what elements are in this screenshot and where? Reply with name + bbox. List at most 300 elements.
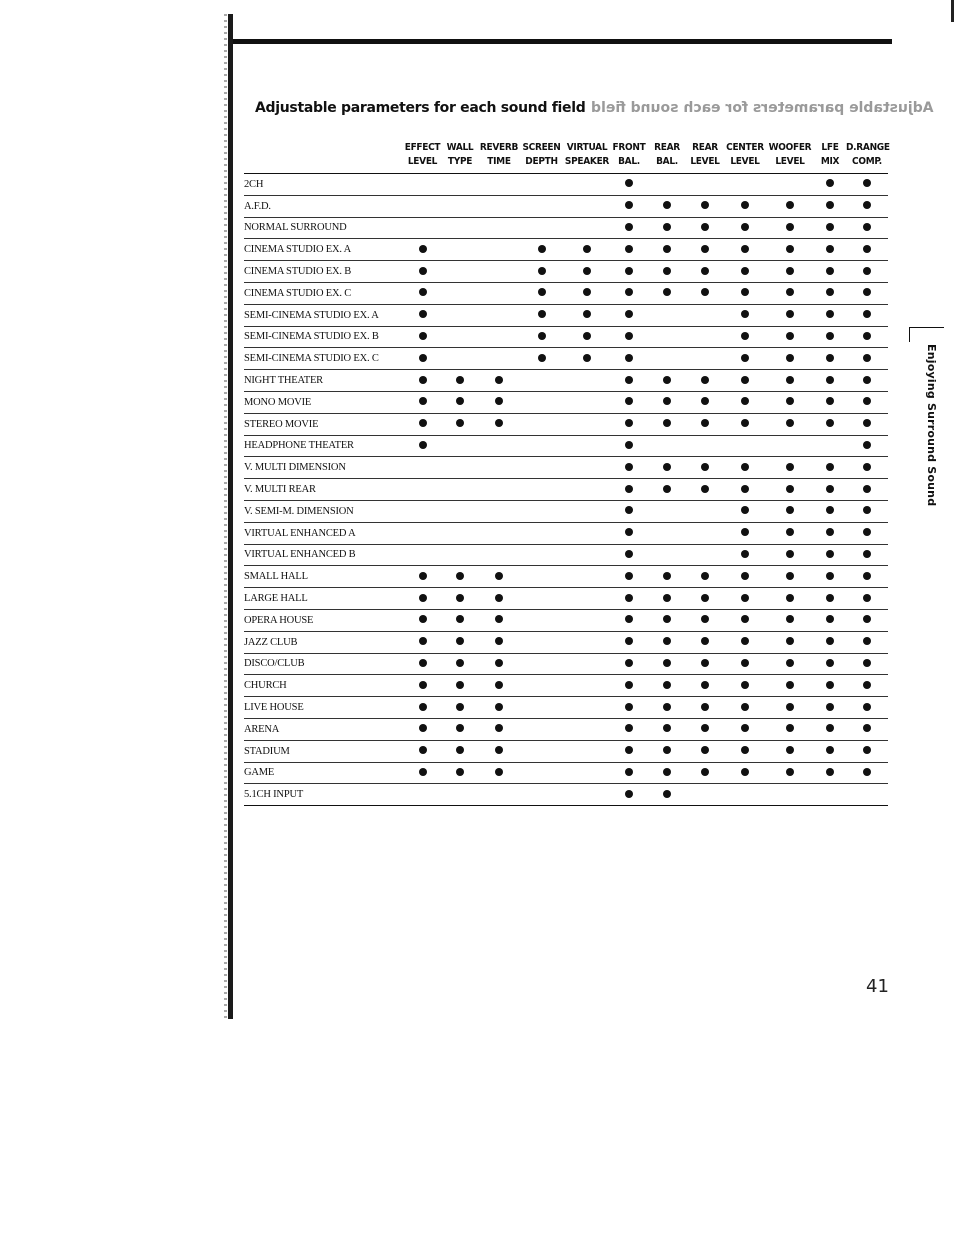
filled-circle-icon <box>863 288 871 296</box>
filled-circle-icon <box>701 201 709 209</box>
table-cell <box>686 239 724 261</box>
table-cell <box>564 544 610 566</box>
table-cell <box>610 457 648 479</box>
filled-circle-icon <box>786 659 794 667</box>
column-header <box>564 138 610 174</box>
filled-circle-icon <box>456 703 464 711</box>
table-cell <box>404 588 441 610</box>
table-cell <box>441 697 479 719</box>
table-cell <box>766 174 814 196</box>
filled-circle-icon <box>419 376 427 384</box>
filled-circle-icon <box>826 746 834 754</box>
table-cell <box>724 348 766 370</box>
table-cell <box>519 457 564 479</box>
table-cell <box>724 326 766 348</box>
filled-circle-icon <box>538 288 546 296</box>
table-cell <box>441 609 479 631</box>
table-cell <box>766 282 814 304</box>
table-cell <box>479 588 519 610</box>
table-cell <box>479 544 519 566</box>
table-cell <box>404 174 441 196</box>
table-row <box>244 697 888 719</box>
table-cell <box>519 239 564 261</box>
filled-circle-icon <box>863 376 871 384</box>
table-cell <box>479 239 519 261</box>
table-cell <box>564 740 610 762</box>
filled-circle-icon <box>786 550 794 558</box>
filled-circle-icon <box>538 332 546 340</box>
header-blank <box>244 138 404 174</box>
table-cell <box>766 544 814 566</box>
table-cell <box>648 261 686 283</box>
table-cell <box>404 566 441 588</box>
column-header-line2: LEVEL <box>407 156 438 167</box>
filled-circle-icon <box>741 528 749 536</box>
table-cell <box>479 174 519 196</box>
table-cell <box>686 435 724 457</box>
column-header <box>814 138 846 174</box>
column-header-line1: EFFECT <box>404 142 441 153</box>
filled-circle-icon <box>625 615 633 623</box>
table-cell <box>441 457 479 479</box>
table-cell <box>441 282 479 304</box>
sound-field-name: CINEMA STUDIO EX. B <box>244 261 404 283</box>
table-cell <box>686 675 724 697</box>
sound-field-name: LARGE HALL <box>244 588 404 610</box>
filled-circle-icon <box>625 463 633 471</box>
table-cell <box>686 304 724 326</box>
table-cell <box>686 348 724 370</box>
table-cell <box>766 304 814 326</box>
filled-circle-icon <box>741 659 749 667</box>
column-header <box>404 138 441 174</box>
filled-circle-icon <box>863 397 871 405</box>
filled-circle-icon <box>495 615 503 623</box>
table-cell <box>814 718 846 740</box>
filled-circle-icon <box>741 267 749 275</box>
table-cell <box>519 697 564 719</box>
column-header <box>766 138 814 174</box>
table-row <box>244 784 888 806</box>
filled-circle-icon <box>701 376 709 384</box>
table-cell <box>564 697 610 719</box>
section-title-text: Adjustable parameters for each sound field <box>255 100 586 116</box>
table-cell <box>846 522 888 544</box>
table-cell <box>564 718 610 740</box>
filled-circle-icon <box>786 267 794 275</box>
table-cell <box>479 304 519 326</box>
table-cell <box>846 282 888 304</box>
table-cell <box>610 370 648 392</box>
table-cell <box>404 195 441 217</box>
table-cell <box>648 544 686 566</box>
table-cell <box>479 522 519 544</box>
table-cell <box>564 588 610 610</box>
filled-circle-icon <box>741 288 749 296</box>
filled-circle-icon <box>456 594 464 602</box>
table-cell <box>648 631 686 653</box>
table-cell <box>610 479 648 501</box>
table-cell <box>814 195 846 217</box>
table-cell <box>441 566 479 588</box>
filled-circle-icon <box>826 681 834 689</box>
table-row <box>244 370 888 392</box>
table-cell <box>814 261 846 283</box>
filled-circle-icon <box>701 397 709 405</box>
table-cell <box>814 588 846 610</box>
filled-circle-icon <box>741 354 749 362</box>
table-cell <box>519 653 564 675</box>
table-cell <box>479 282 519 304</box>
table-cell <box>479 718 519 740</box>
table-cell <box>846 239 888 261</box>
table-cell <box>564 370 610 392</box>
table-cell <box>610 217 648 239</box>
filled-circle-icon <box>419 288 427 296</box>
filled-circle-icon <box>625 223 633 231</box>
filled-circle-icon <box>863 441 871 449</box>
table-cell <box>814 479 846 501</box>
filled-circle-icon <box>663 245 671 253</box>
filled-circle-icon <box>495 703 503 711</box>
table-cell <box>814 740 846 762</box>
filled-circle-icon <box>625 267 633 275</box>
filled-circle-icon <box>625 310 633 318</box>
filled-circle-icon <box>538 245 546 253</box>
table-cell <box>519 544 564 566</box>
column-header-line2: SPEAKER <box>564 156 610 167</box>
filled-circle-icon <box>826 528 834 536</box>
page-binding-edge <box>228 14 233 1019</box>
table-cell <box>610 261 648 283</box>
table-cell <box>564 784 610 806</box>
sound-field-name: ARENA <box>244 718 404 740</box>
table-cell <box>404 544 441 566</box>
table-cell <box>686 522 724 544</box>
table-row <box>244 631 888 653</box>
filled-circle-icon <box>583 288 591 296</box>
sound-field-name: NORMAL SURROUND <box>244 217 404 239</box>
table-cell <box>686 370 724 392</box>
filled-circle-icon <box>456 637 464 645</box>
filled-circle-icon <box>456 397 464 405</box>
table-cell <box>648 675 686 697</box>
table-cell <box>441 500 479 522</box>
sound-field-name: HEADPHONE THEATER <box>244 435 404 457</box>
table-cell <box>724 566 766 588</box>
filled-circle-icon <box>786 354 794 362</box>
table-cell <box>766 653 814 675</box>
table-row <box>244 282 888 304</box>
table-cell <box>610 413 648 435</box>
table-cell <box>564 195 610 217</box>
table-row <box>244 348 888 370</box>
table-cell <box>519 784 564 806</box>
table-cell <box>479 609 519 631</box>
table-cell <box>519 326 564 348</box>
filled-circle-icon <box>786 288 794 296</box>
table-cell <box>519 631 564 653</box>
sound-field-name: 5.1CH INPUT <box>244 784 404 806</box>
table-cell <box>724 784 766 806</box>
filled-circle-icon <box>701 724 709 732</box>
table-cell <box>648 304 686 326</box>
filled-circle-icon <box>863 703 871 711</box>
table-row <box>244 174 888 196</box>
table-cell <box>479 391 519 413</box>
table-cell <box>686 479 724 501</box>
column-header-line1: FRONT <box>612 142 646 153</box>
filled-circle-icon <box>663 681 671 689</box>
table-cell <box>814 609 846 631</box>
filled-circle-icon <box>419 419 427 427</box>
column-header-line2: BAL. <box>618 156 640 167</box>
column-header-line1: REAR <box>654 142 680 153</box>
filled-circle-icon <box>625 179 633 187</box>
filled-circle-icon <box>863 659 871 667</box>
column-header <box>479 138 519 174</box>
filled-circle-icon <box>625 288 633 296</box>
table-cell <box>846 391 888 413</box>
table-cell <box>846 261 888 283</box>
filled-circle-icon <box>741 724 749 732</box>
filled-circle-icon <box>625 354 633 362</box>
table-cell <box>814 675 846 697</box>
table-cell <box>686 195 724 217</box>
table-cell <box>404 522 441 544</box>
table-cell <box>846 740 888 762</box>
table-cell <box>814 544 846 566</box>
sound-field-name: OPERA HOUSE <box>244 609 404 631</box>
filled-circle-icon <box>625 485 633 493</box>
table-cell <box>564 653 610 675</box>
filled-circle-icon <box>786 703 794 711</box>
table-cell <box>648 500 686 522</box>
table-cell <box>846 304 888 326</box>
column-header <box>648 138 686 174</box>
filled-circle-icon <box>826 703 834 711</box>
table-cell <box>441 522 479 544</box>
filled-circle-icon <box>786 528 794 536</box>
table-cell <box>519 348 564 370</box>
table-cell <box>846 718 888 740</box>
table-cell <box>610 391 648 413</box>
filled-circle-icon <box>625 441 633 449</box>
filled-circle-icon <box>826 768 834 776</box>
filled-circle-icon <box>419 267 427 275</box>
sound-field-name: V. MULTI DIMENSION <box>244 457 404 479</box>
table-cell <box>648 784 686 806</box>
table-cell <box>766 326 814 348</box>
table-cell <box>404 609 441 631</box>
filled-circle-icon <box>419 332 427 340</box>
filled-circle-icon <box>538 354 546 362</box>
table-cell <box>404 413 441 435</box>
filled-circle-icon <box>701 572 709 580</box>
filled-circle-icon <box>456 659 464 667</box>
table-cell <box>519 261 564 283</box>
filled-circle-icon <box>625 790 633 798</box>
table-cell <box>479 784 519 806</box>
filled-circle-icon <box>625 637 633 645</box>
table-cell <box>519 522 564 544</box>
table-cell <box>686 609 724 631</box>
filled-circle-icon <box>456 746 464 754</box>
table-cell <box>610 174 648 196</box>
filled-circle-icon <box>826 594 834 602</box>
table-cell <box>814 370 846 392</box>
table-row <box>244 740 888 762</box>
table-cell <box>814 304 846 326</box>
table-cell <box>519 675 564 697</box>
column-header <box>724 138 766 174</box>
table-cell <box>766 762 814 784</box>
table-row <box>244 762 888 784</box>
table-cell <box>610 740 648 762</box>
table-cell <box>686 631 724 653</box>
table-cell <box>479 413 519 435</box>
table-cell <box>479 566 519 588</box>
table-cell <box>564 762 610 784</box>
table-cell <box>686 762 724 784</box>
filled-circle-icon <box>826 463 834 471</box>
table-cell <box>648 609 686 631</box>
table-cell <box>648 435 686 457</box>
table-cell <box>766 217 814 239</box>
table-cell <box>564 174 610 196</box>
filled-circle-icon <box>701 223 709 231</box>
table-cell <box>846 326 888 348</box>
table-cell <box>766 479 814 501</box>
table-cell <box>766 370 814 392</box>
sound-field-name: DISCO/CLUB <box>244 653 404 675</box>
table-cell <box>724 391 766 413</box>
table-cell <box>724 261 766 283</box>
filled-circle-icon <box>786 594 794 602</box>
table-cell <box>846 784 888 806</box>
table-cell <box>479 675 519 697</box>
table-cell <box>479 457 519 479</box>
column-header-line2: TIME <box>487 156 511 167</box>
filled-circle-icon <box>495 637 503 645</box>
table-cell <box>766 500 814 522</box>
table-cell <box>648 762 686 784</box>
table-cell <box>814 653 846 675</box>
table-cell <box>610 282 648 304</box>
column-header <box>441 138 479 174</box>
filled-circle-icon <box>456 724 464 732</box>
table-cell <box>846 566 888 588</box>
filled-circle-icon <box>826 267 834 275</box>
filled-circle-icon <box>826 179 834 187</box>
column-header-line2: BAL. <box>656 156 678 167</box>
table-cell <box>404 479 441 501</box>
table-cell <box>648 588 686 610</box>
filled-circle-icon <box>741 397 749 405</box>
table-cell <box>648 697 686 719</box>
filled-circle-icon <box>863 201 871 209</box>
table-row <box>244 195 888 217</box>
table-cell <box>766 348 814 370</box>
table-cell <box>441 479 479 501</box>
filled-circle-icon <box>863 332 871 340</box>
table-cell <box>766 784 814 806</box>
sound-field-name: CINEMA STUDIO EX. A <box>244 239 404 261</box>
table-cell <box>404 217 441 239</box>
table-cell <box>814 566 846 588</box>
filled-circle-icon <box>826 419 834 427</box>
table-cell <box>519 195 564 217</box>
table-cell <box>564 675 610 697</box>
column-header-line1: CENTER <box>726 142 764 153</box>
filled-circle-icon <box>741 506 749 514</box>
filled-circle-icon <box>701 703 709 711</box>
filled-circle-icon <box>741 245 749 253</box>
sound-field-name: A.F.D. <box>244 195 404 217</box>
filled-circle-icon <box>863 746 871 754</box>
table-cell <box>519 282 564 304</box>
table-cell <box>519 391 564 413</box>
table-cell <box>766 718 814 740</box>
table-cell <box>564 479 610 501</box>
filled-circle-icon <box>741 681 749 689</box>
table-cell <box>564 391 610 413</box>
table-cell <box>564 566 610 588</box>
table-cell <box>479 435 519 457</box>
filled-circle-icon <box>663 594 671 602</box>
filled-circle-icon <box>583 354 591 362</box>
table-cell <box>479 479 519 501</box>
filled-circle-icon <box>663 223 671 231</box>
filled-circle-icon <box>495 572 503 580</box>
filled-circle-icon <box>456 681 464 689</box>
filled-circle-icon <box>786 615 794 623</box>
table-cell <box>686 217 724 239</box>
table-row <box>244 479 888 501</box>
table-cell <box>404 631 441 653</box>
table-row <box>244 653 888 675</box>
table-cell <box>724 762 766 784</box>
table-cell <box>610 653 648 675</box>
table-cell <box>814 239 846 261</box>
filled-circle-icon <box>583 310 591 318</box>
column-header-line2: COMP. <box>852 156 882 167</box>
filled-circle-icon <box>663 768 671 776</box>
table-cell <box>648 740 686 762</box>
table-cell <box>404 391 441 413</box>
filled-circle-icon <box>419 746 427 754</box>
table-cell <box>441 174 479 196</box>
table-cell <box>846 348 888 370</box>
filled-circle-icon <box>625 681 633 689</box>
table-cell <box>846 631 888 653</box>
table-cell <box>648 566 686 588</box>
column-header-line2: LEVEL <box>730 156 760 167</box>
filled-circle-icon <box>495 419 503 427</box>
table-row <box>244 217 888 239</box>
filled-circle-icon <box>863 528 871 536</box>
table-cell <box>686 784 724 806</box>
table-cell <box>846 370 888 392</box>
table-cell <box>814 348 846 370</box>
sound-field-name: GAME <box>244 762 404 784</box>
table-cell <box>766 566 814 588</box>
header-row <box>244 138 888 174</box>
side-tab-marker <box>909 327 944 342</box>
table-cell <box>846 435 888 457</box>
table-cell <box>648 282 686 304</box>
table-cell <box>564 282 610 304</box>
